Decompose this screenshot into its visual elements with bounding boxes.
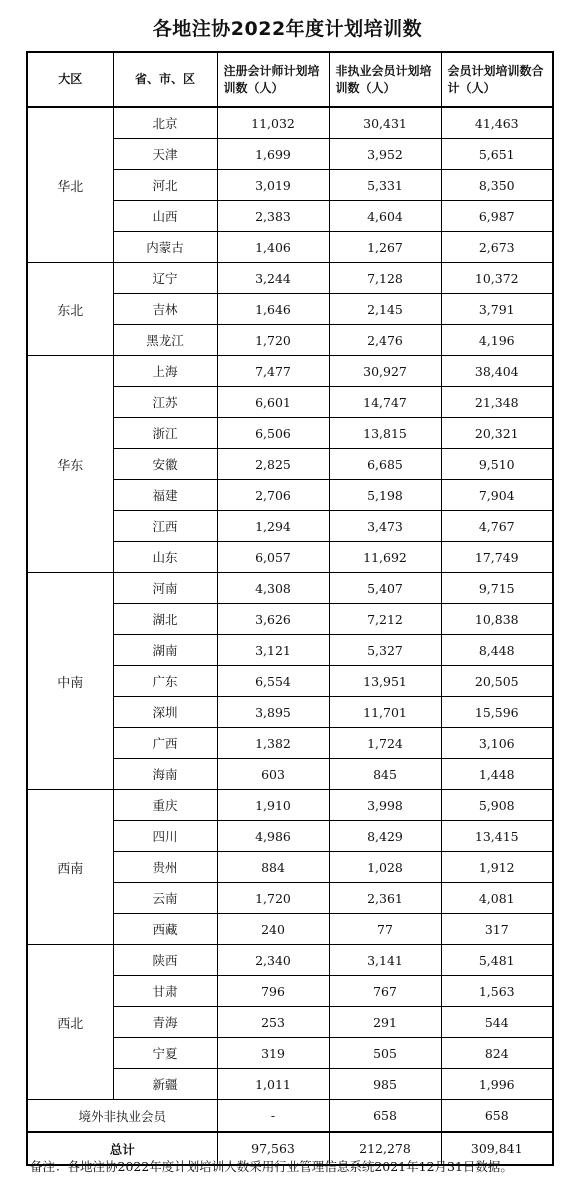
province-cell: 新疆: [113, 1069, 217, 1100]
header-row: [27, 52, 553, 107]
member-total-cell: 7,904: [441, 480, 553, 511]
non-practicing-count-cell: 767: [329, 976, 441, 1007]
overseas-cpa-count-cell: -: [217, 1100, 329, 1133]
member-total-cell: 1,563: [441, 976, 553, 1007]
cpa-count-cell: 1,646: [217, 294, 329, 325]
non-practicing-count-cell: 5,407: [329, 573, 441, 604]
table-row: [27, 790, 553, 821]
cpa-count-cell: 1,720: [217, 883, 329, 914]
non-practicing-count-cell: 8,429: [329, 821, 441, 852]
member-total-cell: 38,404: [441, 356, 553, 387]
member-total-cell: 544: [441, 1007, 553, 1038]
member-total-cell: 4,081: [441, 883, 553, 914]
province-cell: 河北: [113, 170, 217, 201]
member-total-cell: 8,350: [441, 170, 553, 201]
training-table: [26, 51, 554, 1166]
table-row: [27, 356, 553, 387]
non-practicing-count-cell: 3,141: [329, 945, 441, 976]
cpa-count-cell: 3,244: [217, 263, 329, 294]
cpa-count-cell: 2,340: [217, 945, 329, 976]
non-practicing-count-cell: 3,952: [329, 139, 441, 170]
cpa-count-cell: 1,382: [217, 728, 329, 759]
province-cell: 黑龙江: [113, 325, 217, 356]
non-practicing-count-cell: 11,701: [329, 697, 441, 728]
member-total-cell: 9,510: [441, 449, 553, 480]
non-practicing-count-cell: 30,431: [329, 107, 441, 139]
overseas-member-total-cell: 658: [441, 1100, 553, 1133]
table-row: [27, 945, 553, 976]
province-cell: 陕西: [113, 945, 217, 976]
member-total-cell: 317: [441, 914, 553, 945]
overseas-row: [27, 1100, 553, 1133]
non-practicing-count-cell: 11,692: [329, 542, 441, 573]
province-cell: 安徽: [113, 449, 217, 480]
member-total-cell: 41,463: [441, 107, 553, 139]
cpa-count-cell: 253: [217, 1007, 329, 1038]
cpa-count-cell: 3,121: [217, 635, 329, 666]
cpa-count-cell: 6,554: [217, 666, 329, 697]
overseas-label: 境外非执业会员: [27, 1100, 217, 1133]
member-total-cell: 20,505: [441, 666, 553, 697]
region-cell: 西北: [27, 945, 113, 1100]
province-cell: 河南: [113, 573, 217, 604]
member-total-cell: 2,673: [441, 232, 553, 263]
non-practicing-count-cell: 291: [329, 1007, 441, 1038]
member-total-cell: 10,372: [441, 263, 553, 294]
non-practicing-count-cell: 505: [329, 1038, 441, 1069]
cpa-count-cell: 603: [217, 759, 329, 790]
cpa-count-cell: 4,986: [217, 821, 329, 852]
header-member-total: 会员计划培训数合计（人）: [441, 52, 553, 107]
cpa-count-cell: 1,406: [217, 232, 329, 263]
header-cpa-count: 注册会计师计划培训数（人）: [217, 52, 329, 107]
non-practicing-count-cell: 2,145: [329, 294, 441, 325]
non-practicing-count-cell: 13,951: [329, 666, 441, 697]
page-title: 各地注协2022年度计划培训数: [152, 18, 423, 40]
header-province: 省、市、区: [113, 52, 217, 107]
non-practicing-count-cell: 2,361: [329, 883, 441, 914]
cpa-count-cell: 319: [217, 1038, 329, 1069]
non-practicing-count-cell: 3,473: [329, 511, 441, 542]
non-practicing-count-cell: 5,198: [329, 480, 441, 511]
total-cpa-count-cell: 97,563: [217, 1132, 329, 1165]
non-practicing-count-cell: 1,028: [329, 852, 441, 883]
non-practicing-count-cell: 7,128: [329, 263, 441, 294]
non-practicing-count-cell: 2,476: [329, 325, 441, 356]
region-cell: 东北: [27, 263, 113, 356]
province-cell: 青海: [113, 1007, 217, 1038]
member-total-cell: 17,749: [441, 542, 553, 573]
province-cell: 湖北: [113, 604, 217, 635]
province-cell: 海南: [113, 759, 217, 790]
cpa-count-cell: 240: [217, 914, 329, 945]
member-total-cell: 3,106: [441, 728, 553, 759]
province-cell: 贵州: [113, 852, 217, 883]
member-total-cell: 1,912: [441, 852, 553, 883]
member-total-cell: 1,448: [441, 759, 553, 790]
overseas-non-practicing-count-cell: 658: [329, 1100, 441, 1133]
cpa-count-cell: 1,011: [217, 1069, 329, 1100]
province-cell: 山东: [113, 542, 217, 573]
non-practicing-count-cell: 1,267: [329, 232, 441, 263]
member-total-cell: 3,791: [441, 294, 553, 325]
cpa-count-cell: 1,699: [217, 139, 329, 170]
cpa-count-cell: 2,825: [217, 449, 329, 480]
non-practicing-count-cell: 5,327: [329, 635, 441, 666]
province-cell: 深圳: [113, 697, 217, 728]
member-total-cell: 21,348: [441, 387, 553, 418]
total-member-total-cell: 309,841: [441, 1132, 553, 1165]
non-practicing-count-cell: 5,331: [329, 170, 441, 201]
member-total-cell: 4,196: [441, 325, 553, 356]
member-total-cell: 6,987: [441, 201, 553, 232]
province-cell: 辽宁: [113, 263, 217, 294]
region-cell: 华东: [27, 356, 113, 573]
province-cell: 江西: [113, 511, 217, 542]
province-cell: 甘肃: [113, 976, 217, 1007]
province-cell: 广西: [113, 728, 217, 759]
table-row: [27, 107, 553, 139]
member-total-cell: 10,838: [441, 604, 553, 635]
province-cell: 福建: [113, 480, 217, 511]
member-total-cell: 13,415: [441, 821, 553, 852]
cpa-count-cell: 6,601: [217, 387, 329, 418]
province-cell: 山西: [113, 201, 217, 232]
non-practicing-count-cell: 14,747: [329, 387, 441, 418]
province-cell: 上海: [113, 356, 217, 387]
header-non-practicing-count: 非执业会员计划培训数（人）: [329, 52, 441, 107]
region-cell: 西南: [27, 790, 113, 945]
non-practicing-count-cell: 13,815: [329, 418, 441, 449]
member-total-cell: 15,596: [441, 697, 553, 728]
non-practicing-count-cell: 77: [329, 914, 441, 945]
region-cell: 华北: [27, 107, 113, 263]
cpa-count-cell: 1,720: [217, 325, 329, 356]
province-cell: 天津: [113, 139, 217, 170]
member-total-cell: 9,715: [441, 573, 553, 604]
member-total-cell: 4,767: [441, 511, 553, 542]
member-total-cell: 5,908: [441, 790, 553, 821]
cpa-count-cell: 1,910: [217, 790, 329, 821]
cpa-count-cell: 4,308: [217, 573, 329, 604]
non-practicing-count-cell: 3,998: [329, 790, 441, 821]
region-cell: 中南: [27, 573, 113, 790]
cpa-count-cell: 2,706: [217, 480, 329, 511]
cpa-count-cell: 3,895: [217, 697, 329, 728]
footnote: 备注：各地注协2022年度计划培训人数采用行业管理信息系统2021年12月31日数据。: [30, 1159, 513, 1174]
member-total-cell: 5,481: [441, 945, 553, 976]
cpa-count-cell: 3,626: [217, 604, 329, 635]
non-practicing-count-cell: 1,724: [329, 728, 441, 759]
non-practicing-count-cell: 6,685: [329, 449, 441, 480]
province-cell: 湖南: [113, 635, 217, 666]
province-cell: 广东: [113, 666, 217, 697]
province-cell: 宁夏: [113, 1038, 217, 1069]
province-cell: 江苏: [113, 387, 217, 418]
cpa-count-cell: 2,383: [217, 201, 329, 232]
province-cell: 四川: [113, 821, 217, 852]
province-cell: 北京: [113, 107, 217, 139]
member-total-cell: 824: [441, 1038, 553, 1069]
member-total-cell: 5,651: [441, 139, 553, 170]
province-cell: 内蒙古: [113, 232, 217, 263]
member-total-cell: 8,448: [441, 635, 553, 666]
non-practicing-count-cell: 7,212: [329, 604, 441, 635]
cpa-count-cell: 6,057: [217, 542, 329, 573]
cpa-count-cell: 884: [217, 852, 329, 883]
province-cell: 浙江: [113, 418, 217, 449]
member-total-cell: 20,321: [441, 418, 553, 449]
cpa-count-cell: 7,477: [217, 356, 329, 387]
table-row: [27, 263, 553, 294]
province-cell: 吉林: [113, 294, 217, 325]
cpa-count-cell: 11,032: [217, 107, 329, 139]
cpa-count-cell: 3,019: [217, 170, 329, 201]
province-cell: 云南: [113, 883, 217, 914]
province-cell: 重庆: [113, 790, 217, 821]
total-non-practicing-count-cell: 212,278: [329, 1132, 441, 1165]
province-cell: 西藏: [113, 914, 217, 945]
cpa-count-cell: 6,506: [217, 418, 329, 449]
header-region: 大区: [27, 52, 113, 107]
non-practicing-count-cell: 985: [329, 1069, 441, 1100]
member-total-cell: 1,996: [441, 1069, 553, 1100]
cpa-count-cell: 1,294: [217, 511, 329, 542]
cpa-count-cell: 796: [217, 976, 329, 1007]
table-body: [27, 107, 553, 1165]
total-label: 总计: [27, 1132, 217, 1165]
non-practicing-count-cell: 30,927: [329, 356, 441, 387]
non-practicing-count-cell: 845: [329, 759, 441, 790]
table-row: [27, 573, 553, 604]
non-practicing-count-cell: 4,604: [329, 201, 441, 232]
